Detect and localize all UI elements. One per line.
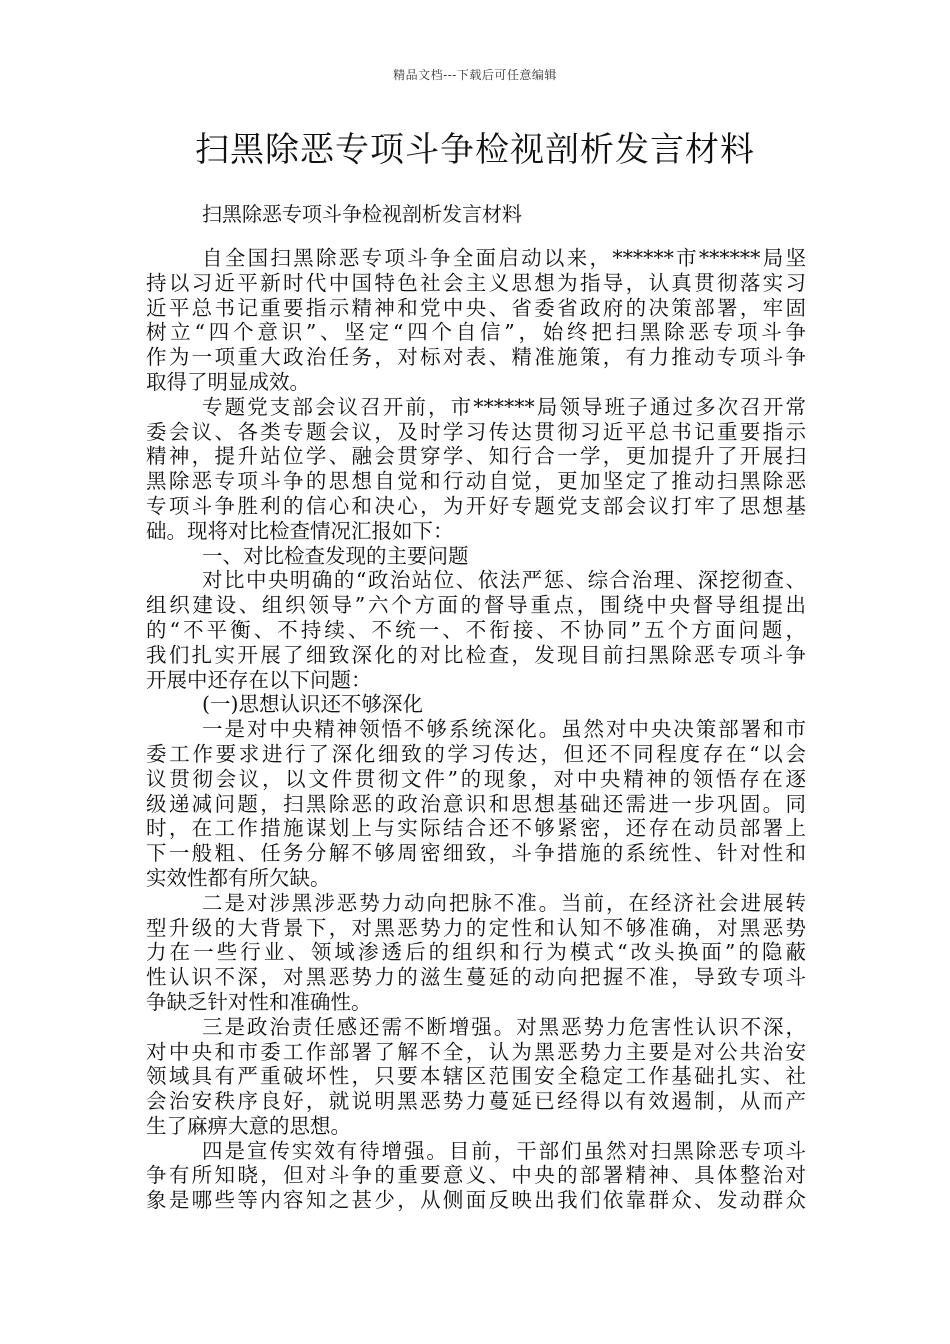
text-line: 我们扎实开展了细致深化的对比检查，发现目前扫黑除恶专项斗争 [146,642,806,667]
text-line: 二是对涉黑涉恶势力动向把脉不准。当前，在经济社会进展转 [202,890,806,915]
text-line: 树立“四个意识”、坚定“四个自信”，始终把扫黑除恶专项斗争 [146,320,806,345]
document-subtitle: 扫黑除恶专项斗争检视剖析发言材料 [202,202,522,226]
text-line: 组织建设、组织领导”六个方面的督导重点，围绕中央督导组提出 [146,593,806,618]
text-line: 作为一项重大政治任务，对标对表、精准施策，有力推动专项斗争 [146,345,806,370]
text-line: 性认识不深，对黑恶势力的滋生蔓延的动向把握不准，导致专项斗 [146,965,806,990]
text-line: 对比中央明确的“政治站位、依法严惩、综合治理、深挖彻查、 [202,568,806,593]
text-line: 持以习近平新时代中国特色社会主义思想为指导，认真贯彻落实习 [146,270,806,295]
text-line: 争缺乏针对性和准确性。 [146,989,372,1014]
text-line: 取得了明显成效。 [146,369,310,394]
text-line: 础。现将对比检查情况汇报如下： [146,518,454,543]
text-line: 生了麻痹大意的思想。 [146,1113,351,1138]
text-line: 委会议、各类专题会议，及时学习传达贯彻习近平总书记重要指示 [146,419,806,444]
text-line: 会治安秩序良好，就说明黑恶势力蔓延已经得以有效遏制，从而产 [146,1089,806,1114]
text-line: 级递减问题，扫黑除恶的政治意识和思想基础还需进一步巩固。同 [146,791,806,816]
text-line: 开展中还存在以下问题： [146,667,372,692]
text-line: 型升级的大背景下，对黑恶势力的定性和认知不够准确，对黑恶势 [146,915,806,940]
text-line: 议贯彻会议，以文件贯彻文件”的现象，对中央精神的领悟存在逐 [146,766,806,791]
document-body [146,246,806,1213]
text-line: 专项斗争胜利的信心和决心，为开好专题党支部会议打牢了思想基 [146,493,806,518]
text-line: 近平总书记重要指示精神和党中央、省委省政府的决策部署，牢固 [146,295,806,320]
text-line: 实效性都有所欠缺。 [146,865,331,890]
header-note: 精品文档---下载后可任意编辑 [393,68,557,82]
text-line: (一)思想认识还不够深化 [202,692,423,717]
text-line: 自全国扫黑除恶专项斗争全面启动以来，******市******局坚 [202,246,806,270]
text-line: 三是政治责任感还需不断增强。对黑恶势力危害性认识不深， [202,1014,806,1039]
text-line: 一是对中央精神领悟不够系统深化。虽然对中央决策部署和市 [202,717,806,742]
text-line: 领域具有严重破坏性，只要本辖区范围安全稳定工作基础扎实、社 [146,1064,806,1089]
text-line: 精神，提升站位学、融会贯穿学、知行合一学，更加提升了开展扫 [146,444,806,469]
text-line: 对中央和市委工作部署了解不全，认为黑恶势力主要是对公共治安 [146,1039,806,1064]
text-line: 争有所知晓，但对斗争的重要意义、中央的部署精神、具体整治对 [146,1163,806,1188]
text-line: 一、对比检查发现的主要问题 [202,543,469,568]
text-line: 黑除恶专项斗争的思想自觉和行动自觉，更加坚定了推动扫黑除恶 [146,469,806,494]
text-line: 四是宣传实效有待增强。目前，干部们虽然对扫黑除恶专项斗 [202,1138,806,1163]
text-line: 的“不平衡、不持续、不统一、不衔接、不协同”五个方面问题， [146,617,806,642]
text-line: 下一般粗、任务分解不够周密细致，斗争措施的系统性、针对性和 [146,841,806,866]
text-line: 专题党支部会议召开前，市******局领导班子通过多次召开常 [202,394,806,419]
text-line: 象是哪些等内容知之甚少，从侧面反映出我们依靠群众、发动群众 [146,1188,806,1213]
document-title: 扫黑除恶专项斗争检视剖析发言材料 [195,130,755,170]
text-line: 委工作要求进行了深化细致的学习传达，但还不同程度存在“以会 [146,741,806,766]
text-line: 力在一些行业、领域渗透后的组织和行为模式“改头换面”的隐蔽 [146,940,806,965]
text-line: 时，在工作措施谋划上与实际结合还不够紧密，还存在动员部署上 [146,816,806,841]
